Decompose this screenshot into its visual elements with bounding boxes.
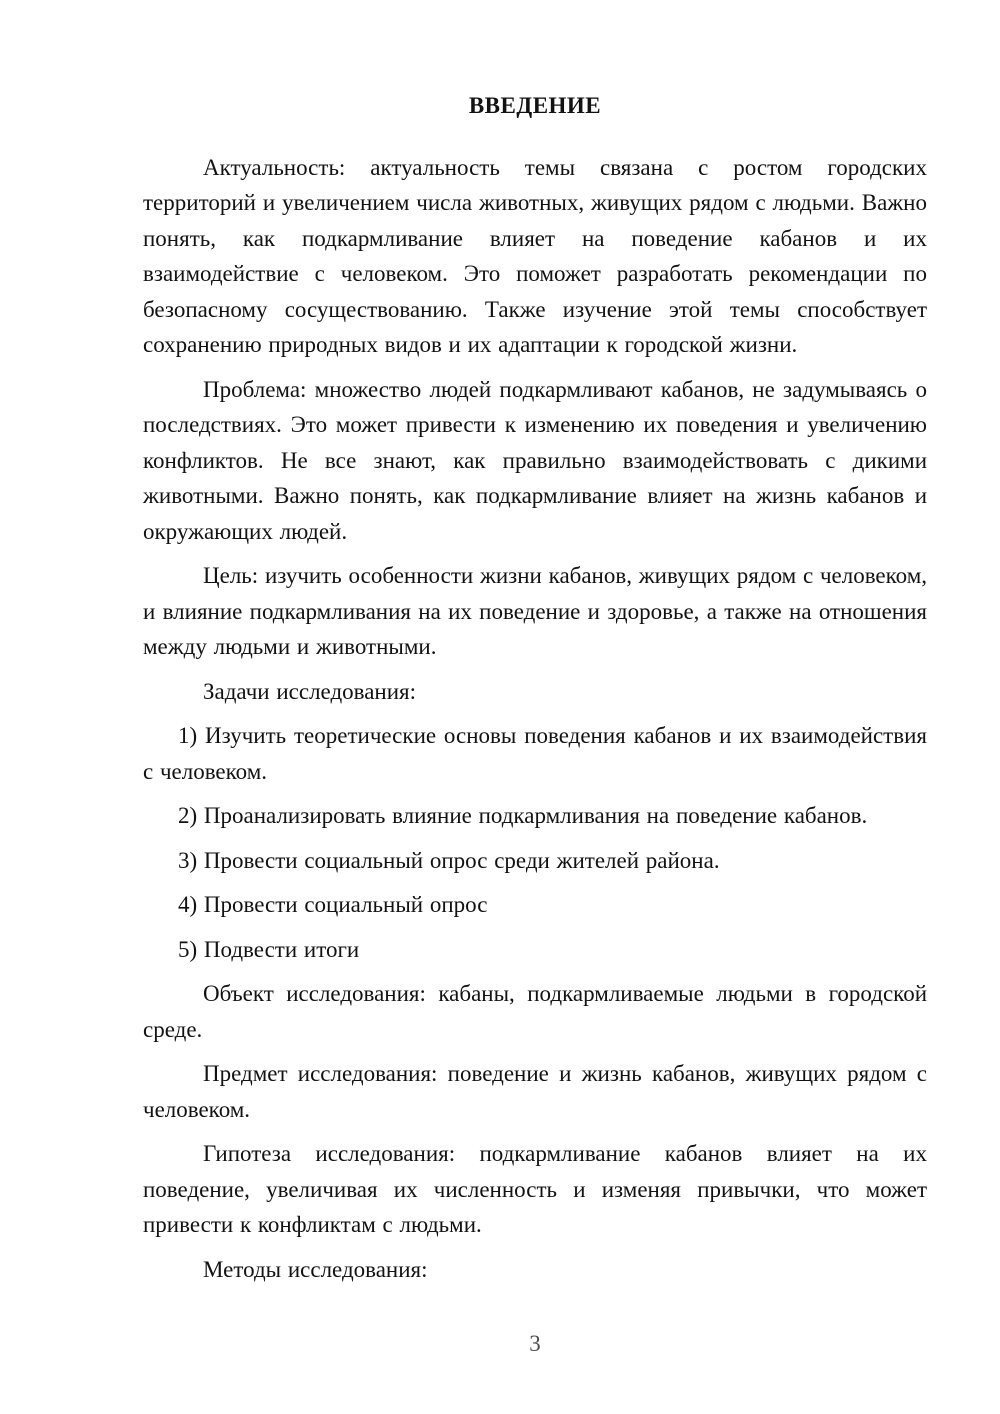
paragraph-object: Объект исследования: кабаны, подкармливаемые людьми в городской среде.: [143, 981, 927, 1042]
paragraph-tasks-heading: Задачи исследования:: [203, 678, 417, 704]
list-item-task-5: 5) Подвести итоги: [178, 936, 360, 962]
list-item-task-4: 4) Провести социальный опрос: [178, 892, 488, 917]
paragraph-problem: Проблема: множество людей подкармливают кабанов, не задумываясь о последствиях. Это может привести к изменению их поведения и увеличению конфликтов. Не все знают, как правильно взаимодействовать с дикими животными. Важно понять, как подкармливание влияет на жизнь кабанов и окружающих людей.: [143, 376, 927, 544]
page-title: ВВЕДЕНИЕ: [468, 93, 602, 118]
paragraph-goal: Цель: изучить особенности жизни кабанов, живущих рядом с человеком, и влияние подкармливания на их поведение и здоровье, а также на отношения между людьми и животными.: [143, 563, 927, 659]
list-item-task-1: 1) Изучить теоретические основы поведения кабанов и их взаимодействия с человеком.: [143, 723, 927, 784]
paragraph-methods-heading: Методы исследования:: [203, 1256, 428, 1282]
paragraph-hypothesis: Гипотеза исследования: подкармливание кабанов влияет на их поведение, увеличивая их численность и изменяя привычки, что может привести к конфликтам с людьми.: [143, 1141, 927, 1237]
document-body: [143, 88, 927, 1296]
paragraph-relevance: Актуальность: актуальность темы связана с ростом городских территорий и увеличением числа животных, живущих рядом с людьми. Важно понять, как подкармливание влияет на поведение кабанов и их взаимодействие с человеком. Это поможет разработать рекомендации по безопасному сосуществованию. Также изучение этой темы способствует сохранению природных видов и их адаптации к городской жизни.: [143, 154, 927, 357]
page-number: 3: [529, 1331, 541, 1356]
paragraph-subject: Предмет исследования: поведение и жизнь кабанов, живущих рядом с человеком.: [143, 1061, 927, 1122]
list-item-task-3: 3) Провести социальный опрос среди жителей района.: [178, 847, 720, 873]
list-item-task-2: 2) Проанализировать влияние подкармливания на поведение кабанов.: [178, 803, 868, 828]
